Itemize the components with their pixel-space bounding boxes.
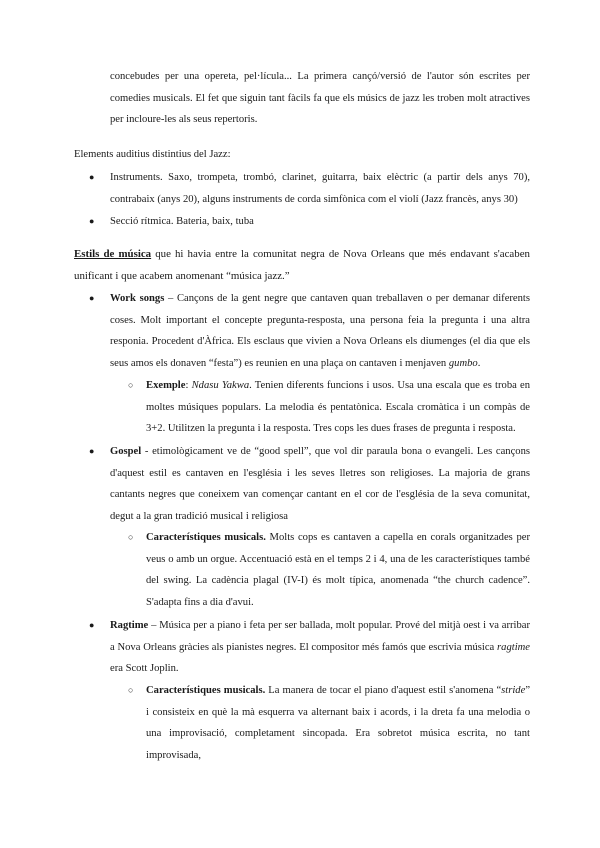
intro-text: concebudes per una opereta, pel·lícula... La primera cançó/versió de l'autor són escrites per comedies musicals. El fet que siguin tant fàcils fa que els músics de jazz les troben molt atractives per incloure-les als seus repertoris. xyxy=(110,71,530,126)
sub-colon: : xyxy=(185,380,192,391)
elements-title-text: Elements auditius distintius del Jazz: xyxy=(74,149,231,160)
bullet-circle-icon: ○ xyxy=(128,685,134,695)
bullet-dot-icon: ● xyxy=(89,293,95,303)
style-sep: – xyxy=(148,620,160,631)
element-item-instruments xyxy=(110,167,530,210)
style-sep: – xyxy=(164,293,177,304)
style-name: Gospel xyxy=(110,446,142,457)
intro-paragraph xyxy=(110,66,530,131)
style-item-ragtime xyxy=(110,615,530,680)
sub-label: Exemple xyxy=(146,380,186,391)
style-item-gospel xyxy=(110,441,530,527)
sub-italic: Ndasu Yakwa xyxy=(191,380,250,391)
bullet-circle-icon: ○ xyxy=(128,380,134,390)
bullet-dot-icon: ● xyxy=(89,620,95,630)
sub-text: La manera de tocar el piano d'aquest estil s'anomena “ xyxy=(265,685,502,696)
element-text: Instruments. Saxo, trompeta, trombó, clarinet, guitarra, baix elèctric (a partir dels anys 70), contrabaix (anys 20), alguns instruments de corda simfònica com el violí (Jazz francès, anys 30) xyxy=(110,172,530,205)
sub-text2: ” i consisteix en què la mà esquerra va alternant baix i acords, i la dreta fa una melodia o una improvisació, completament sincopada. Era sobretot música escrita, no tant improvisada, xyxy=(146,685,531,761)
sub-item-exemple xyxy=(146,375,530,440)
styles-heading xyxy=(74,243,530,287)
style-italic: gumbo xyxy=(448,357,478,369)
style-tail: era Scott Joplin. xyxy=(110,663,179,675)
element-item-rhythm xyxy=(110,211,530,233)
sub-italic: stride xyxy=(501,685,526,696)
elements-title xyxy=(74,144,530,166)
style-item-work-songs xyxy=(110,288,530,374)
styles-heading-rest: que hi havia entre la comunitat negra de Nova Orleans que més endavant s'acaben unificant i que acabem anomenant “música jazz.” xyxy=(74,248,530,282)
styles-heading-lead: Estils de música xyxy=(74,248,152,260)
style-italic: ragtime xyxy=(497,641,530,653)
style-text: etimològicament ve de “good spell”, que vol dir paraula bona o evangeli. Les cançons d'aquest estil es cantaven en l'església i les seves lletres son religioses. La majoria de grans cantants negres que coneixem van començar cantant en el cor de l'església de la seva comunitat, degut a la gran tradició musical i religiosa xyxy=(110,446,530,522)
sub-item-ragtime-features xyxy=(146,680,530,766)
element-text: Secció rítmica. Bateria, baix, tuba xyxy=(110,216,254,227)
sub-item-gospel-features xyxy=(146,527,530,613)
style-text: Música per a piano i feta per ser ballada, molt popular. Prové del mitjà oest i va arribar a Nova Orleans gràcies als pianistes negres. El compositor més famós que escrivia música xyxy=(110,620,531,653)
bullet-dot-icon: ● xyxy=(89,172,95,182)
style-name: Ragtime xyxy=(110,620,149,631)
bullet-dot-icon: ● xyxy=(89,216,95,226)
sub-label: Característiques musicals. xyxy=(146,532,266,543)
sub-text: . Tenien diferents funcions i usos. Usa una escala que es troba en moltes músiques populars. La melodia és pentatònica. Escala cromàtica i un compàs de 3+2. Utilitzen la pregunta i la resposta. Tres cops les dues frases de pregunta i resposta. xyxy=(146,380,530,435)
sub-label: Característiques musicals. xyxy=(146,685,266,696)
style-name: Work songs xyxy=(110,293,165,304)
style-tail: . xyxy=(477,357,481,369)
sub-text: Molts cops es cantaven a capella en corals organitzades per veus o amb un orgue. Accentuació està en el temps 2 i 4, una de les característiques també del swing. La cadència plagal (IV-I) és molt típica, anomenada “the church cadence”. S'adapta fins a dia d'avui. xyxy=(146,532,530,608)
bullet-circle-icon: ○ xyxy=(128,532,134,542)
style-sep: - xyxy=(141,446,153,457)
style-text: Cançons de la gent negre que cantaven quan treballaven o per demanar diferents coses. Molt important el concepte pregunta-resposta, una persona feia la pregunta i una altra responia. Procedent d'Àfrica. Els esclaus que vivien a Nova Orleans els diumenges (el dia que els seus amos els donaven “festa”) es reunien en una plaça on cantaven i menjaven xyxy=(110,293,530,369)
bullet-dot-icon: ● xyxy=(89,446,95,456)
